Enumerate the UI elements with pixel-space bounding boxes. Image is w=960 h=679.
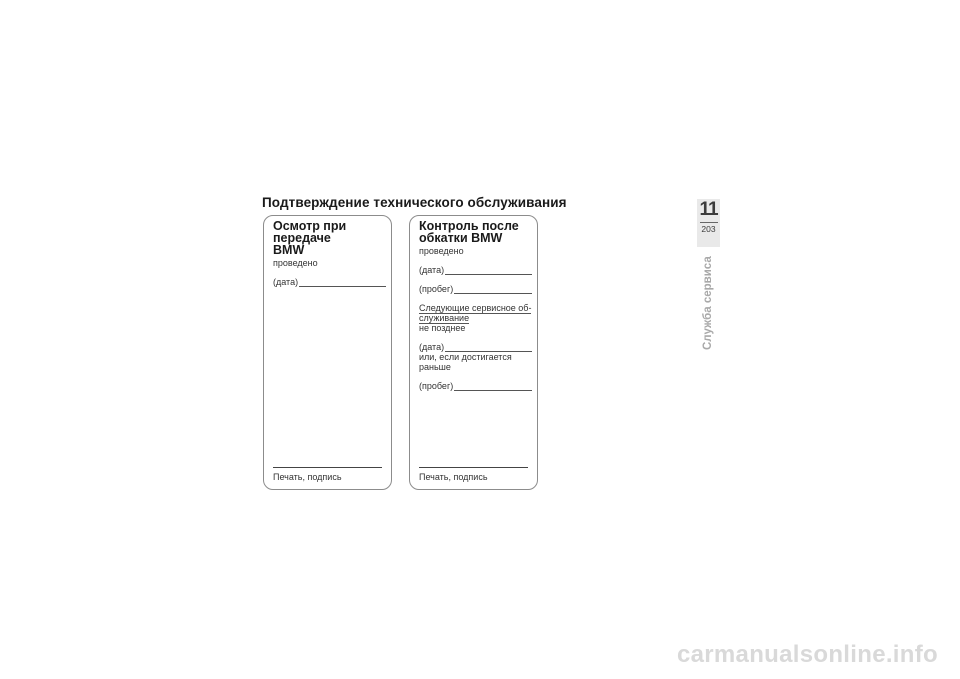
mileage-label: (пробег) (419, 284, 454, 294)
signature-line (273, 467, 382, 468)
or-if-label-2: раньше (419, 362, 451, 372)
date-label: (дата) (419, 265, 445, 275)
next-date-label: (дата) (419, 342, 445, 352)
next-date-field (419, 342, 532, 352)
signature-block (419, 467, 528, 482)
card-title: Контроль после обкатки BMW (419, 219, 519, 245)
not-later-label: не позднее (419, 323, 466, 333)
signature-block (273, 467, 382, 482)
next-mileage-label: (пробег) (419, 381, 454, 391)
signature-label: Печать, подпись (419, 472, 488, 482)
date-field (273, 277, 386, 287)
chapter-divider (700, 222, 718, 223)
mileage-field (419, 284, 532, 294)
section-title: Служба сервиса (702, 256, 714, 350)
chapter-number: 11 (699, 199, 718, 220)
date-field (419, 265, 532, 275)
watermark: carmanualsonline.info (676, 641, 938, 668)
date-line (299, 278, 386, 287)
done-label: проведено (419, 246, 464, 256)
next-date-line (445, 343, 532, 352)
next-service-line1: Следующие сервисное об- (419, 303, 532, 313)
signature-label: Печать, подпись (273, 472, 342, 482)
next-service-label (419, 303, 532, 323)
page-title: Подтверждение технического обслуживания (262, 195, 567, 210)
next-mileage-line (454, 382, 532, 391)
chapter-tab (697, 199, 720, 247)
next-service-line2: служивание (419, 313, 470, 323)
date-label: (дата) (273, 277, 299, 287)
signature-line (419, 467, 528, 468)
or-if-label-1: или, если достигается (419, 352, 512, 362)
handover-inspection-card (263, 215, 392, 490)
page-number: 203 (701, 224, 716, 234)
card-title: Осмотр при передаче BMW (273, 219, 347, 257)
break-in-check-card (409, 215, 538, 490)
mileage-line (454, 285, 532, 294)
date-line (445, 266, 532, 275)
next-mileage-field (419, 381, 532, 391)
done-label: проведено (273, 258, 318, 268)
